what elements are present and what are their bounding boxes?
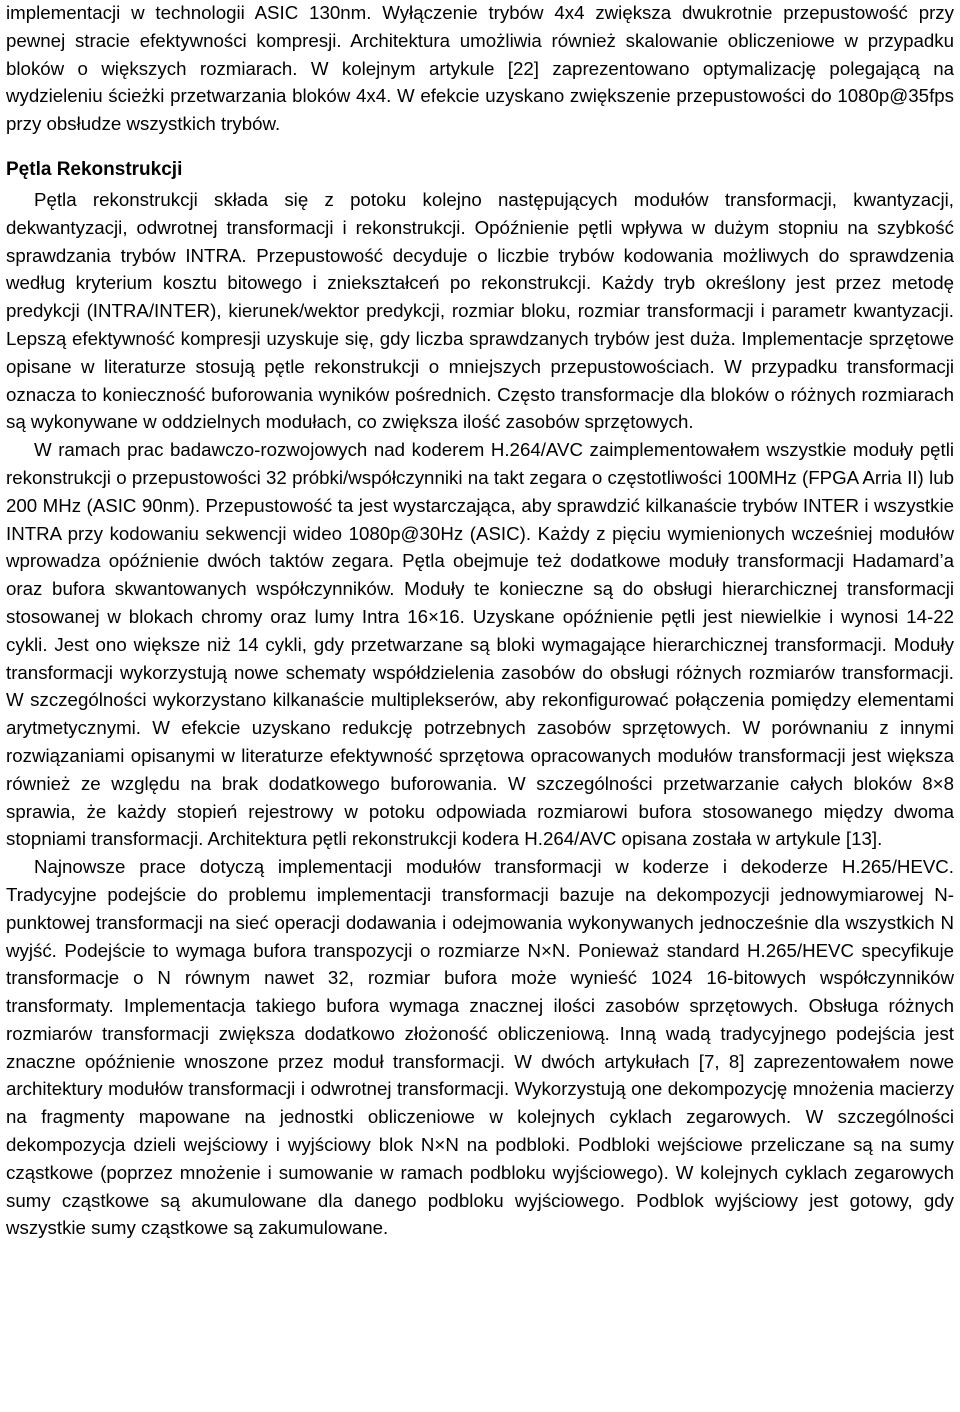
body-paragraph-2: W ramach prac badawczo-rozwojowych nad koderem H.264/AVC zaimplementowałem wszystkie moduły pętli rekonstrukcji o przepustowości 32 próbki/współczynniki na takt zegara o częstotliwości 100MHz (FPGA Arria II) lub 200 MHz (ASIC 90nm). Przepustowość ta jest wystarczająca, aby sprawdzić kilkanaście trybów INTER i wszystkie INTRA przy kodowaniu sekwencji wideo 1080p@30Hz (ASIC). Każdy z pięciu wymienionych wcześniej modułów wprowadza opóźnienie dwóch taktów zegara. Pętla obejmuje też dodatkowe moduły transformacji Hadamard’a oraz bufora skwantowanych współczynników. Moduły te konieczne są do obsługi hierarchicznej transformacji stosowanej w blokach chromy oraz lumy Intra 16×16. Uzyskane opóźnienie pętli jest niewielkie i wynosi 14-22 cykli. Jest ono większe niż 14 cykli, gdy przetwarzane są bloki wymagające hierarchicznej transformacji. Moduły transformacji wykorzystują nowe schematy współdzielenia zasobów do obsługi różnych rozmiarów transformacji. W szczególności wykorzystano kilkanaście multiplekserów, aby rekonfigurować połączenia pomiędzy elementami arytmetycznymi. W efekcie uzyskano redukcję potrzebnych zasobów sprzętowych. W porównaniu z innymi rozwiązaniami opisanymi w literaturze efektywność sprzętowa opracowanych modułów transformacji jest większa również ze względu na brak dodatkowego buforowania. W szczególności przetwarzanie całych bloków 8×8 sprawia, że każdy stopień rejestrowy w potoku odpowiada rozmiarowi bufora stosowanego między dwoma stopniami transformacji. Architektura pętli rekonstrukcji kodera H.264/AVC opisana została w artykule [13]. xyxy=(6,439,954,850)
body-paragraph-1: Pętla rekonstrukcji składa się z potoku kolejno następujących modułów transformacji, kwantyzacji, dekwantyzacji, odwrotnej transformacji i rekonstrukcji. Opóźnienie pętli wpływa w dużym stopniu na szybkość sprawdzania trybów INTRA. Przepustowość decyduje o liczbie trybów kodowania możliwych do sprawdzenia według kryterium kosztu bitowego i zniekształceń po rekonstrukcji. Każdy tryb określony jest przez metodę predykcji (INTRA/INTER), kierunek/wektor predykcji, rozmiar bloku, rozmiar transformacji i parametr kwantyzacji. Lepszą efektywność kompresji uzyskuje się, gdy liczba sprawdzanych trybów jest duża. Implementacje sprzętowe opisane w literaturze stosują pętle rekonstrukcji o mniejszych przepustowościach. W przypadku transformacji oznacza to konieczność buforowania wyników pośrednich. Często transformacje dla bloków o różnych rozmiarach są wykonywane w oddzielnych modułach, co zwiększa ilość zasobów sprzętowych. xyxy=(6,188,954,433)
intro-paragraph: implementacji w technologii ASIC 130nm. Wyłączenie trybów 4x4 zwiększa dwukrotnie przepustowość przy pewnej stracie efektywności kompresji. Architektura umożliwia również skalowanie obliczeniowe w przypadku bloków o większych rozmiarach. W kolejnym artykule [22] zaprezentowano optymalizację polegającą na wydzieleniu ścieżki przetwarzania bloków 4x4. W efekcie uzyskano zwiększenie przepustowości do 1080p@35fps przy obsłudze wszystkich trybów. xyxy=(6,2,954,135)
body-paragraph-3: Najnowsze prace dotyczą implementacji modułów transformacji w koderze i dekoderze H.265/HEVC. Tradycyjne podejście do problemu implementacji transformacji bazuje na dekompozycji jednowymiarowej N-punktowej transformacji na sieć operacji dodawania i odejmowania wykonywanych jednocześnie dla wszystkich N wyjść. Podejście to wymaga bufora transpozycji o rozmiarze N×N. Ponieważ standard H.265/HEVC specyfikuje transformacje o N równym nawet 32, rozmiar bufora może wynieść 1024 16-bitowych współczynników transformaty. Implementacja takiego bufora wymaga znacznej ilości zasobów sprzętowych. Obsługa różnych rozmiarów transformacji zwiększa dodatkowo złożoność obliczeniową. Inną wadą tradycyjnego podejścia jest znaczne opóźnienie wnoszone przez moduł transformacji. W dwóch artykułach [7, 8] zaprezentowałem nowe architektury modułów transformacji i odwrotnej transformacji. Wykorzystują one dekompozycję mnożenia macierzy na fragmenty mapowane na jednostki obliczeniowe w kolejnych cyklach zegarowych. W szczególności dekompozycja dzieli wejściowy i wyjściowy blok N×N na podbloki. Podbloki wejściowe przeliczane są na sumy cząstkowe (poprzez mnożenie i sumowanie w ramach podbloku wyjściowego). W kolejnych cyklach zegarowych sumy cząstkowe są akumulowane dla danego podbloku wyjściowego. Podblok wyjściowy jest gotowy, gdy wszystkie sumy cząstkowe są zakumulowane. xyxy=(6,856,954,1239)
section-heading: Pętla Rekonstrukcji xyxy=(6,158,183,180)
